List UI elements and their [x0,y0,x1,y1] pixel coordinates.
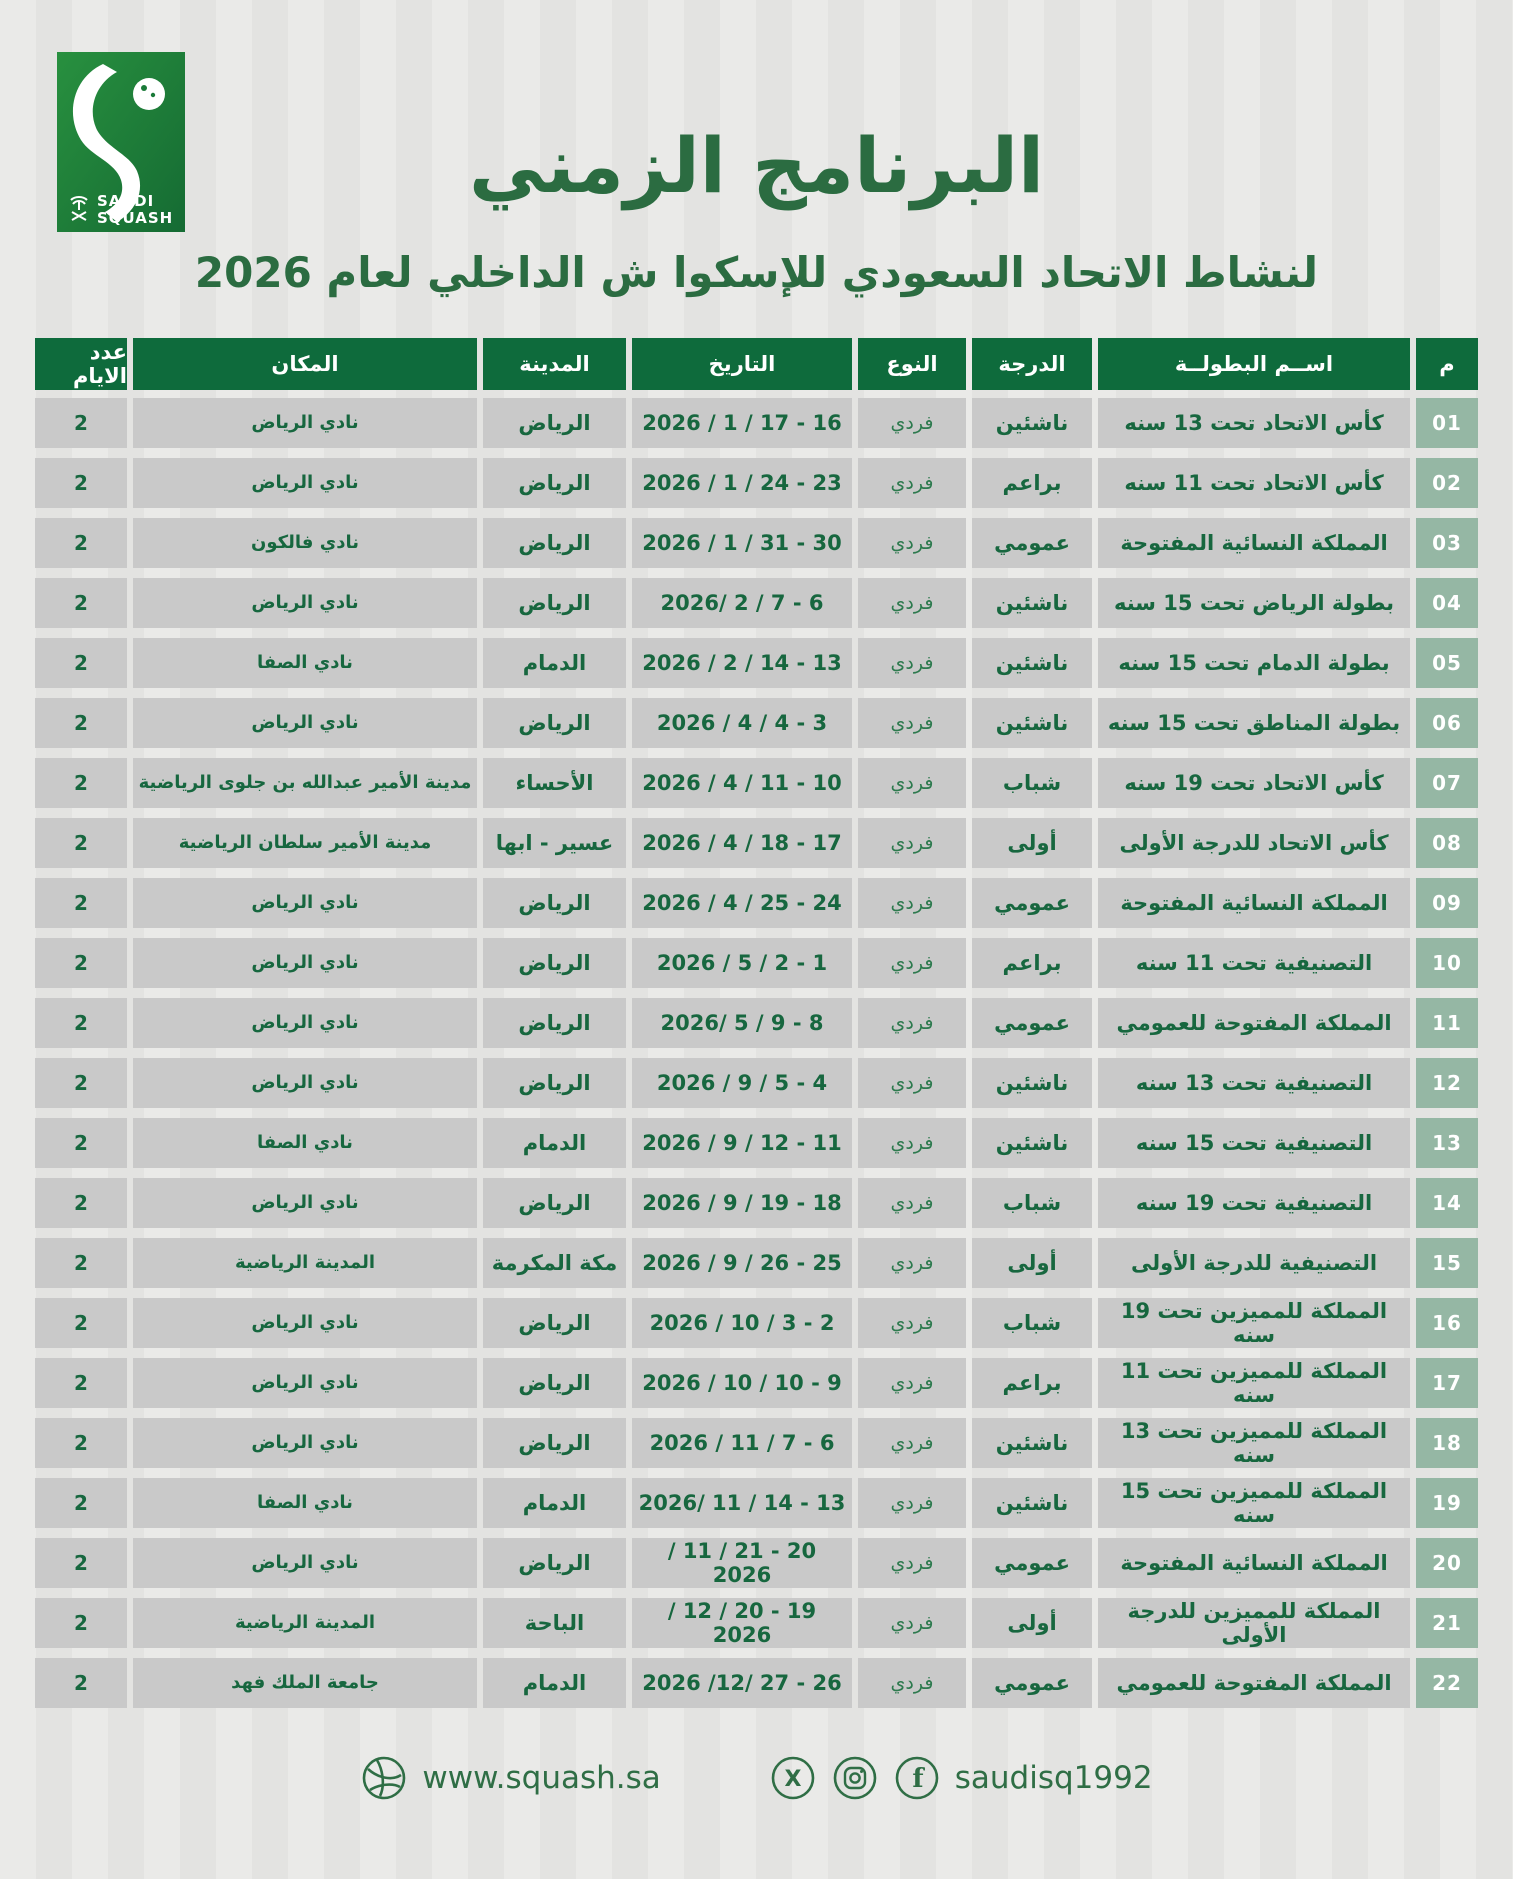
type-cell: فردي [858,758,966,808]
days-cell: 2 [35,1298,127,1348]
days-cell: 2 [35,1478,127,1528]
table-row [35,458,1478,508]
type-cell: فردي [858,938,966,988]
place-cell: نادي الرياض [133,998,477,1048]
days-cell: 2 [35,578,127,628]
website-url: www.squash.sa [422,1759,661,1796]
tournament-name-cell: المملكة النسائية المفتوحة [1098,518,1410,568]
days-cell: 2 [35,1058,127,1108]
days-cell: 2 [35,1538,127,1588]
row-number: 16 [1416,1298,1478,1348]
row-number: 06 [1416,698,1478,748]
date-cell: 16 - 17 / 1 / 2026 [632,398,852,448]
date-cell: 19 - 20 / 12 / 2026 [632,1598,852,1648]
row-number: 04 [1416,578,1478,628]
place-cell: نادي الرياض [133,938,477,988]
city-cell: عسير - ابها [483,818,626,868]
city-cell: الرياض [483,578,626,628]
tournament-name-cell: المملكة للمميزين تحت 11 سنه [1098,1358,1410,1408]
column-header-type: النوع [858,338,966,390]
table-row [35,1298,1478,1348]
degree-cell: براعم [972,1358,1092,1408]
table-row [35,1478,1478,1528]
place-cell: نادي الرياض [133,578,477,628]
row-number: 19 [1416,1478,1478,1528]
row-number: 10 [1416,938,1478,988]
place-cell: نادي الرياض [133,878,477,928]
table-row [35,578,1478,628]
days-cell: 2 [35,1358,127,1408]
place-cell: نادي الرياض [133,458,477,508]
place-cell: نادي الرياض [133,1358,477,1408]
table-row [35,1418,1478,1468]
tournament-name-cell: التصنيفية تحت 19 سنه [1098,1178,1410,1228]
city-cell: الرياض [483,1538,626,1588]
svg-text:f: f [912,1763,924,1794]
row-number: 02 [1416,458,1478,508]
type-cell: فردي [858,518,966,568]
date-cell: 9 - 10 / 10 / 2026 [632,1358,852,1408]
degree-cell: ناشئين [972,398,1092,448]
degree-cell: عمومي [972,1538,1092,1588]
city-cell: الرياض [483,1058,626,1108]
days-cell: 2 [35,638,127,688]
social-handle: saudisq1992 [954,1759,1153,1796]
tournament-name-cell: كأس الاتحاد تحت 13 سنه [1098,398,1410,448]
row-number: 05 [1416,638,1478,688]
page-subtitle: لنشاط الاتحاد السعودي للإسكوا ش الداخلي لعام 2026 [194,248,1319,297]
type-cell: فردي [858,1298,966,1348]
place-cell: نادي الرياض [133,1538,477,1588]
type-cell: فردي [858,878,966,928]
date-cell: 13 - 14 / 11 /2026 [632,1478,852,1528]
type-cell: فردي [858,1418,966,1468]
city-cell: الدمام [483,1478,626,1528]
table-row [35,1238,1478,1288]
tournament-name-cell: كأس الاتحاد تحت 19 سنه [1098,758,1410,808]
type-cell: فردي [858,1058,966,1108]
row-number: 13 [1416,1118,1478,1168]
date-cell: 11 - 12 / 9 / 2026 [632,1118,852,1168]
type-cell: فردي [858,1538,966,1588]
days-cell: 2 [35,518,127,568]
city-cell: الأحساء [483,758,626,808]
city-cell: الرياض [483,398,626,448]
tournament-name-cell: المملكة للمميزين تحت 19 سنه [1098,1298,1410,1348]
table-row [35,998,1478,1048]
table-header-row [35,338,1478,390]
place-cell: نادي الرياض [133,698,477,748]
table-body [35,398,1478,1708]
logo-text-line1: SAUDI [97,192,155,210]
tournament-name-cell: التصنيفية تحت 11 سنه [1098,938,1410,988]
days-cell: 2 [35,758,127,808]
tournament-name-cell: التصنيفية تحت 15 سنه [1098,1118,1410,1168]
place-cell: نادي فالكون [133,518,477,568]
tournament-name-cell: المملكة النسائية المفتوحة [1098,878,1410,928]
tournament-name-cell: المملكة النسائية المفتوحة [1098,1538,1410,1588]
row-number: 22 [1416,1658,1478,1708]
facebook-icon [893,1754,941,1802]
place-cell: نادي الصفا [133,1118,477,1168]
degree-cell: ناشئين [972,1118,1092,1168]
table-row [35,398,1478,448]
row-number: 18 [1416,1418,1478,1468]
city-cell: الرياض [483,518,626,568]
header-block [0,0,1513,300]
type-cell: فردي [858,398,966,448]
type-cell: فردي [858,1358,966,1408]
city-cell: الرياض [483,1418,626,1468]
type-cell: فردي [858,698,966,748]
table-row [35,878,1478,928]
type-cell: فردي [858,1598,966,1648]
tournament-name-cell: التصنيفية تحت 13 سنه [1098,1058,1410,1108]
table-row [35,638,1478,688]
table-row [35,698,1478,748]
days-cell: 2 [35,1598,127,1648]
place-cell: مدينة الأمير سلطان الرياضية [133,818,477,868]
place-cell: نادي الرياض [133,1058,477,1108]
place-cell: المدينة الرياضية [133,1598,477,1648]
type-cell: فردي [858,458,966,508]
type-cell: فردي [858,998,966,1048]
city-cell: الرياض [483,458,626,508]
date-cell: 6 - 7 / 11 / 2026 [632,1418,852,1468]
row-number: 17 [1416,1358,1478,1408]
social-group [769,1754,1153,1802]
table-row [35,1358,1478,1408]
date-cell: 2 - 3 / 10 / 2026 [632,1298,852,1348]
row-number: 14 [1416,1178,1478,1228]
degree-cell: عمومي [972,1658,1092,1708]
degree-cell: ناشئين [972,698,1092,748]
column-header-degree: الدرجة [972,338,1092,390]
city-cell: الرياض [483,1298,626,1348]
date-cell: 13 - 14 / 2 / 2026 [632,638,852,688]
degree-cell: ناشئين [972,578,1092,628]
row-number: 21 [1416,1598,1478,1648]
tournament-name-cell: المملكة للمميزين للدرجة الأولى [1098,1598,1410,1648]
degree-cell: شباب [972,1178,1092,1228]
row-number: 03 [1416,518,1478,568]
row-number: 07 [1416,758,1478,808]
degree-cell: عمومي [972,998,1092,1048]
city-cell: الرياض [483,878,626,928]
type-cell: فردي [858,1238,966,1288]
days-cell: 2 [35,1178,127,1228]
svg-text:X: X [784,1766,802,1792]
globe-icon [360,1754,408,1802]
days-cell: 2 [35,1658,127,1708]
degree-cell: عمومي [972,518,1092,568]
row-number: 12 [1416,1058,1478,1108]
date-cell: 4 - 5 / 9 / 2026 [632,1058,852,1108]
degree-cell: ناشئين [972,1418,1092,1468]
instagram-icon [831,1754,879,1802]
city-cell: الباحة [483,1598,626,1648]
table-row [35,818,1478,868]
city-cell: الدمام [483,638,626,688]
footer [0,1754,1513,1802]
table-row [35,518,1478,568]
row-number: 15 [1416,1238,1478,1288]
degree-cell: ناشئين [972,638,1092,688]
place-cell: مدينة الأمير عبدالله بن جلوى الرياضية [133,758,477,808]
column-header-place: المكان [133,338,477,390]
row-number: 20 [1416,1538,1478,1588]
degree-cell: شباب [972,1298,1092,1348]
place-cell: نادي الصفا [133,1478,477,1528]
tournament-name-cell: بطولة الرياض تحت 15 سنه [1098,578,1410,628]
column-header-city: المدينة [483,338,626,390]
saudi-squash-logo [57,52,185,232]
days-cell: 2 [35,938,127,988]
tournament-name-cell: كأس الاتحاد تحت 11 سنه [1098,458,1410,508]
city-cell: الرياض [483,998,626,1048]
date-cell: 18 - 19 / 9 / 2026 [632,1178,852,1228]
degree-cell: شباب [972,758,1092,808]
row-number: 08 [1416,818,1478,868]
degree-cell: أولى [972,1238,1092,1288]
city-cell: الرياض [483,1178,626,1228]
table-row [35,1058,1478,1108]
table-row [35,938,1478,988]
date-cell: 10 - 11 / 4 / 2026 [632,758,852,808]
degree-cell: ناشئين [972,1478,1092,1528]
date-cell: 30 - 31 / 1 / 2026 [632,518,852,568]
logo-text-line2: SQUASH [97,209,174,227]
degree-cell: أولى [972,818,1092,868]
date-cell: 17 - 18 / 4 / 2026 [632,818,852,868]
tournament-name-cell: بطولة الدمام تحت 15 سنه [1098,638,1410,688]
tournament-name-cell: بطولة المناطق تحت 15 سنه [1098,698,1410,748]
days-cell: 2 [35,398,127,448]
place-cell: نادي الرياض [133,1178,477,1228]
degree-cell: عمومي [972,878,1092,928]
days-cell: 2 [35,818,127,868]
row-number: 09 [1416,878,1478,928]
city-cell: مكة المكرمة [483,1238,626,1288]
days-cell: 2 [35,1238,127,1288]
page-title: البرنامج الزمني [468,121,1045,210]
table-row [35,758,1478,808]
days-cell: 2 [35,698,127,748]
city-cell: الرياض [483,1358,626,1408]
days-cell: 2 [35,878,127,928]
degree-cell: براعم [972,938,1092,988]
type-cell: فردي [858,578,966,628]
date-cell: 3 - 4 / 4 / 2026 [632,698,852,748]
column-header-tournament-name: اســم البطولــة [1098,338,1410,390]
place-cell: نادي الرياض [133,398,477,448]
place-cell: المدينة الرياضية [133,1238,477,1288]
table-row [35,1178,1478,1228]
column-header-date: التاريخ [632,338,852,390]
degree-cell: براعم [972,458,1092,508]
tournament-name-cell: المملكة للمميزين تحت 13 سنه [1098,1418,1410,1468]
squash-player-icon [57,52,185,232]
city-cell: الدمام [483,1118,626,1168]
place-cell: نادي الرياض [133,1418,477,1468]
table-row [35,1598,1478,1648]
date-cell: 24 - 25 / 4 / 2026 [632,878,852,928]
tournament-name-cell: كأس الاتحاد للدرجة الأولى [1098,818,1410,868]
column-header-days: عدد الايام [35,338,127,390]
type-cell: فردي [858,1478,966,1528]
type-cell: فردي [858,818,966,868]
type-cell: فردي [858,1658,966,1708]
date-cell: 20 - 21 / 11 / 2026 [632,1538,852,1588]
row-number: 01 [1416,398,1478,448]
row-number: 11 [1416,998,1478,1048]
days-cell: 2 [35,1418,127,1468]
days-cell: 2 [35,998,127,1048]
city-cell: الرياض [483,698,626,748]
city-cell: الرياض [483,938,626,988]
place-cell: نادي الصفا [133,638,477,688]
table-row [35,1118,1478,1168]
date-cell: 26 - 27 /12/ 2026 [632,1658,852,1708]
date-cell: 1 - 2 / 5 / 2026 [632,938,852,988]
type-cell: فردي [858,638,966,688]
degree-cell: أولى [972,1598,1092,1648]
type-cell: فردي [858,1118,966,1168]
table-row [35,1538,1478,1588]
x-icon [769,1754,817,1802]
place-cell: نادي الرياض [133,1298,477,1348]
days-cell: 2 [35,1118,127,1168]
days-cell: 2 [35,458,127,508]
tournament-name-cell: المملكة المفتوحة للعمومي [1098,1658,1410,1708]
date-cell: 25 - 26 / 9 / 2026 [632,1238,852,1288]
column-header-index: م [1416,338,1478,390]
type-cell: فردي [858,1178,966,1228]
tournament-name-cell: المملكة المفتوحة للعمومي [1098,998,1410,1048]
date-cell: 8 - 9 / 5 /2026 [632,998,852,1048]
table-row [35,1658,1478,1708]
date-cell: 6 - 7 / 2 /2026 [632,578,852,628]
city-cell: الدمام [483,1658,626,1708]
tournament-name-cell: التصنيفية للدرجة الأولى [1098,1238,1410,1288]
degree-cell: ناشئين [972,1058,1092,1108]
date-cell: 23 - 24 / 1 / 2026 [632,458,852,508]
place-cell: جامعة الملك فهد [133,1658,477,1708]
schedule-table [35,338,1478,1708]
tournament-name-cell: المملكة للمميزين تحت 15 سنه [1098,1478,1410,1528]
website-group [360,1754,660,1802]
